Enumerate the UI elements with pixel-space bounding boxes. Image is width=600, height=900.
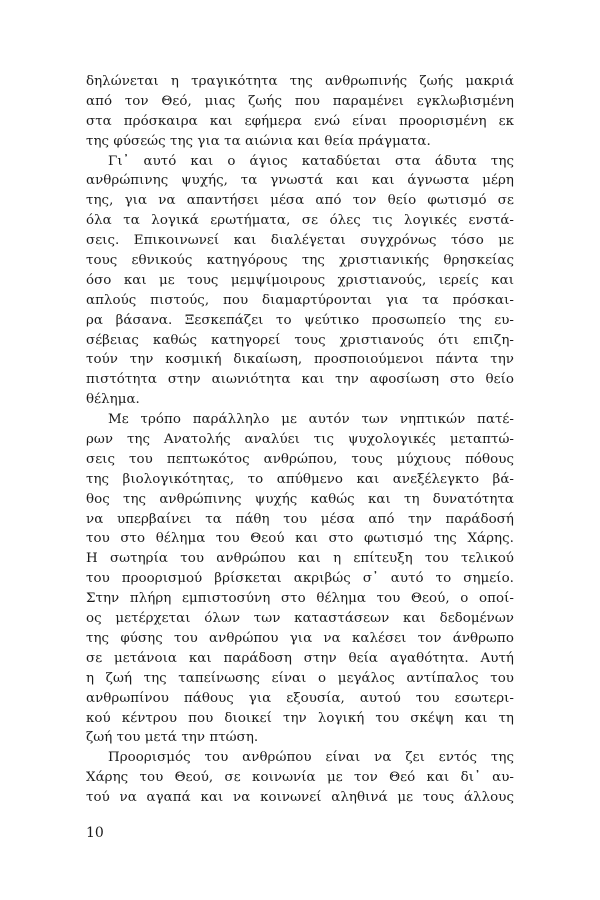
text-line: απλούς πιστούς, που διαμαρτύρονται για τα πρόσκαι-: [86, 292, 514, 308]
text-line: ος μετέρχεται όλων των καταστάσεων και δεδομένων: [86, 611, 514, 627]
text-line: δηλώνεται η τραγικότητα της ανθρωπινής ζωής μακριά: [86, 74, 514, 89]
text-line: όσο και με τους μεμψίμοιρους χριστιανούς, ιερείς και: [86, 272, 514, 288]
text-line: τούν την κοσμική δικαίωση, προσποιούμενοι πάντα την: [86, 352, 514, 368]
text-line: θος της ανθρώπινης ψυχής καθώς και τη δυνατότητα: [86, 491, 514, 507]
text-line: θέλημα.: [86, 392, 140, 408]
text-line: ζωή του μετά την πτώση.: [86, 730, 259, 746]
text-line: να υπερβαίνει τα πάθη του μέσα από την παράδοσή: [86, 511, 514, 527]
text-line: Χάρης του Θεού, σε κοινωνία με τον Θεό και δι᾿ αυ-: [86, 770, 514, 786]
text-line: ανθρώπινης ψυχής, τα γνωστά και και άγνωστα μέρη: [86, 173, 514, 189]
text-line: της, για να απαντήσει μέσα από τον θείο φωτισμό σε: [86, 193, 514, 209]
text-line: σεις του πεπτωκότος ανθρώπου, τους μύχιους πόθους: [86, 451, 514, 467]
text-line: του στο θέλημα του Θεού και στο φωτισμό της Χάρης.: [86, 531, 514, 547]
text-line: σε μετάνοια και παράδοση στην θεία αγαθότητα. Αυτή: [86, 650, 514, 666]
text-line: τού να αγαπά και να κοινωνεί αληθινά με τους άλλους: [86, 790, 514, 806]
text-line: της βιολογικότητας, το απύθμενο και ανεξέλεγκτο βά-: [86, 471, 514, 487]
text-line: Προορισμός του ανθρώπου είναι να ζει εντός της: [108, 750, 514, 766]
text-line: η ζωή της ταπείνωσης είναι ο μεγάλος αντίπαλος του: [86, 670, 514, 686]
text-line: από τον Θεό, μιας ζωής που παραμένει εγκλωβισμένη: [86, 93, 514, 109]
text-line: σέβειας καθώς κατηγορεί τους χριστιανούς ότι επιζη-: [86, 332, 514, 348]
text-line: Με τρόπο παράλληλο με αυτόν των νηπτικών πατέ-: [108, 412, 514, 428]
text-line: κού κέντρου που διοικεί την λογική του σκέψη και τη: [86, 710, 514, 726]
text-line: όλα τα λογικά ερωτήματα, σε όλες τις λογικές ενστά-: [86, 213, 514, 229]
text-line: ρα βάσανα. Ξεσκεπάζει το ψεύτικο προσωπείο της ευ-: [86, 312, 514, 328]
text-line: της φύσης του ανθρώπου για να καλέσει τον άνθρωπο: [86, 630, 514, 646]
text-line: στα πρόσκαιρα και εφήμερα ενώ είναι προορισμένη εκ: [86, 113, 514, 129]
body-text: [86, 72, 514, 808]
text-line: πιστότητα στην αιωνιότητα και την αφοσίωση στο θείο: [86, 372, 514, 388]
text-line: της φύσεώς της για τα αιώνια και θεία πράγματα.: [86, 133, 431, 149]
text-line: σεις. Επικοινωνεί και διαλέγεται συγχρόνως τόσο με: [86, 233, 514, 249]
text-line: ρων της Ανατολής αναλύει τις ψυχολογικές μεταπτώ-: [86, 432, 514, 448]
text-line: Η σωτηρία του ανθρώπου και η επίτευξη του τελικού: [86, 551, 514, 567]
text-line: ανθρωπίνου πάθους για εξουσία, αυτού του εσωτερι-: [86, 690, 514, 706]
text-line: του προορισμού βρίσκεται ακριβώς σ᾿ αυτό το σημείο.: [86, 571, 514, 587]
text-line: τους εθνικούς κατηγόρους της χριστιανικής θρησκείας: [86, 253, 514, 269]
page-number: 10: [86, 825, 104, 841]
text-line: Γι᾿ αυτό και ο άγιος καταδύεται στα άδυτα της: [108, 153, 514, 169]
text-line: Στην πλήρη εμπιστοσύνη στο θέλημα του Θεού, ο οποί-: [86, 591, 514, 607]
